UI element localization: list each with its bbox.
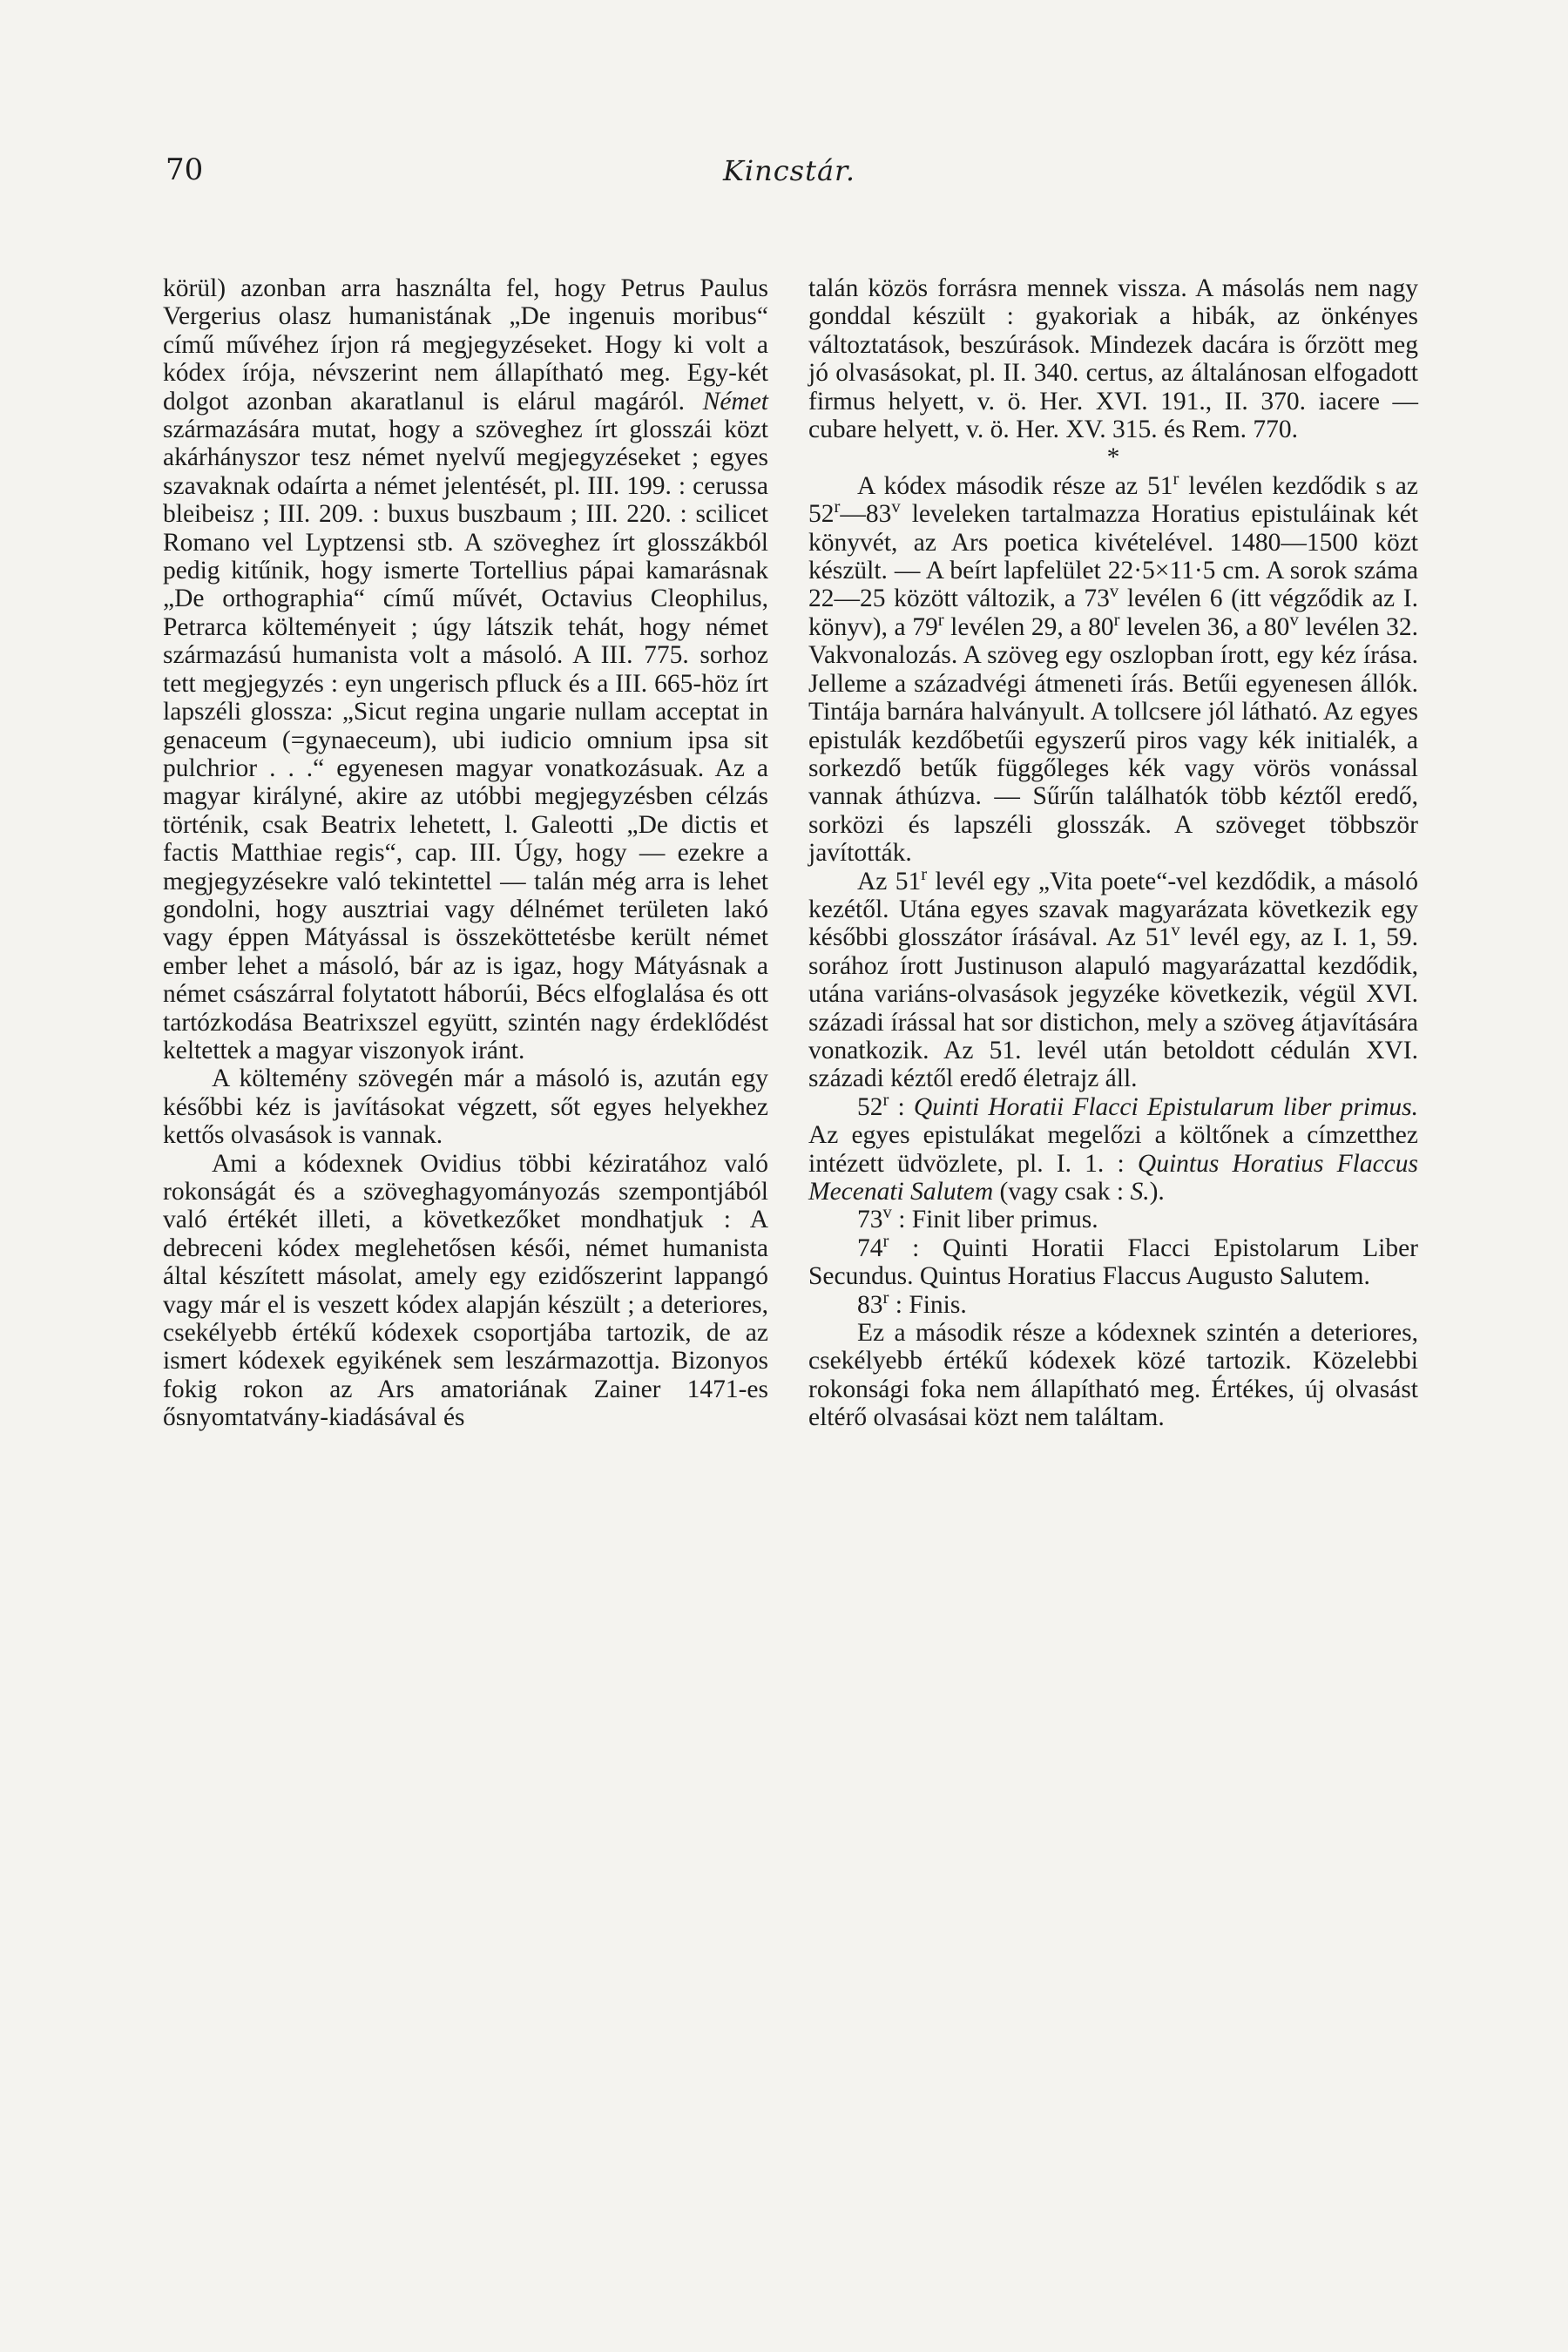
paragraph: 83$^r$ : Finis.: [857, 1288, 967, 1319]
paragraph: talán közös forrásra mennek vissza. A másolás nem nagy gonddal készült : gyakoriak a hibák, az önkényes változtatások, beszúrások. Mindezek dacára is őrzött meg jó olvasásokat, pl. II. 340. certus, az általánosan elfogadott firmus helyett, v. ö. Her. XVI. 191., II. 370. iacere — cubare helyett, v. ö. Her. XV. 315. és Rem. 770.: [808, 274, 1418, 444]
paragraph: 73$^v$ : Finit liber primus.: [857, 1203, 1098, 1234]
paragraph: Az 51$^r$ levél egy „Vita poete“-vel kezdődik, a másoló kezétől. Utána egyes szavak magyarázata következik egy későbbi glosszátor írásával. Az 51$^v$ levél egy, az I. 1, 59. sorához írott Justinuson alapuló magyarázattal kezdődik, utána variáns-olvasások jegyzéke következik, végül XVI. századi írással hat sor distichon, mely a szöveg átjavítására vonatkozik. Az 51. levél után betoldott cédulán XVI. századi kéztől eredő életrajz áll.: [808, 864, 1418, 1093]
paragraph: Ez a második része a kódexnek szintén a deteriores, csekélyebb értékű kódexek közé tartozik. Közelebbi rokonsági foka nem állapítható meg. Értékes, új olvasást eltérő olvasásai közt nem találtam.: [808, 1319, 1418, 1432]
page-number: 70: [166, 152, 204, 187]
paragraph: A kódex második része az 51$^r$ levélen kezdődik s az 52$^r$—83$^v$ leveleken tartalmazza Horatius epistuláinak két könyvét, az Ars poetica kivételével. 1480—1500 közt készült. — A beírt lapfelület 22·5×11·5 cm. A sorok száma 22—25 között változik, a 73$^v$ levélen 6 (itt végződik az I. könyv), a 79$^r$ levélen 29, a 80$^r$ levelen 36, a 80$^v$ levélen 32. Vakvonalozás. A szöveg egy oszlopban írott, egy kéz írása. Jelleme a századvégi átmeneti írás. Betűi egyenesen állók. Tintája barnára halványult. A tollcsere jól látható. Az egyes epistulák kezdőbetűi egyszerű piros vagy kék initialék, a sorkezdő betűk függőleges kék vagy vörös vonással vannak áthúzva. — Sűrűn találhatók több kéztől eredő, sorközi és lapszéli glosszák. A szöveget többször javították.: [808, 470, 1419, 868]
paragraph: 74$^r$ : Quinti Horatii Flacci Epistolarum Liber Secundus. Quintus Horatius Flaccus Augusto Salutem.: [808, 1231, 1418, 1291]
left-column: [163, 274, 768, 1432]
paragraph: körül) azonban arra használta fel, hogy Petrus Paulus Vergerius olasz humanistának „De ingenuis moribus“ című művéhez írjon rá megjegyzéseket. Hogy ki volt a kódex írója, névszerint nem állapítható meg. Egy-két dolgot azonban akaratlanul is elárul magáról. Német származására mutat, hogy a szöveghez írt glosszái közt akárhányszor tesz német nyelvű megjegyzéseket ; egyes szavaknak odaírta a német jelentését, pl. III. 199. : cerussa bleibeisz ; III. 209. : buxus buszbaum ; III. 220. : scilicet Romano vel Lyptzensi stb. A szöveghez írt glosszákból pedig kitűnik, hogy ismerte Tortellius pápai kamarásnak „De orthographia“ című művét, Octavius Cleophilus, Petrarca költeményeit ; úgy látszik tehát, hogy német származású humanista volt a másoló. A III. 775. sorhoz tett megjegyzés : eyn ungerisch pfluck és a III. 665-höz írt lapszéli glossza: „Sicut regina ungarie nullam acceptat in genaceum (=gynaeceum), ubi iudicio omnium ipsa sit pulchrior . . .“ egyenesen magyar vonatkozásuak. Az a magyar királyné, akire az utóbbi megjegyzésben célzás történik, csak Beatrix lehetett, l. Galeotti „De dictis et factis Matthiae regis“, cap. III. Úgy, hogy — ezekre a megjegyzésekre való tekintettel — talán még arra is lehet gondolni, hogy ausztriai vagy délnémet területen lakó vagy éppen Mátyással is összeköttetésbe került német ember lehet a másoló, bár az is igaz, hogy Mátyásnak a német császárral folytatott háborúi, Bécs elfoglalása és ott tartózkodása Beatrixszel együtt, szintén nagy érdeklődést keltettek a magyar viszonyok iránt.: [163, 274, 769, 1064]
right-column: [808, 274, 1418, 1432]
paragraph: A költemény szövegén már a másoló is, azután egy későbbi kéz is javításokat végzett, sőt egyes helyekhez kettős olvasások is vannak.: [163, 1064, 768, 1150]
running-title: Kincstár.: [723, 154, 855, 187]
paragraph: 52$^r$ : Quinti Horatii Flacci Epistularum liber primus. Az egyes epistulákat megelőzi a költőnek a címzetthez intézett üdvözlete, pl. I. 1. : Quintus Horatius Flaccus Mecenati Salutem (vagy csak : S.).: [808, 1090, 1419, 1206]
section-separator: *: [1106, 443, 1120, 472]
paragraph: Ami a kódexnek Ovidius többi kéziratához való rokonságát és a szöveghagyományozás szempontjából való értékét illeti, a következőket mondhatjuk : A debreceni kódex meglehetősen késői, német humanista által készített másolat, amely egy ezidőszerint lappangó vagy már el is veszett kódex alapján készült ; a deteriores, csekélyebb értékű kódexek csoportjába tartozik, de az ismert kódexek egyikének sem leszármazottja. Bizonyos fokig rokon az Ars amatoriának Zainer 1471-es ősnyomtatvány-kiadásával és: [163, 1149, 768, 1432]
